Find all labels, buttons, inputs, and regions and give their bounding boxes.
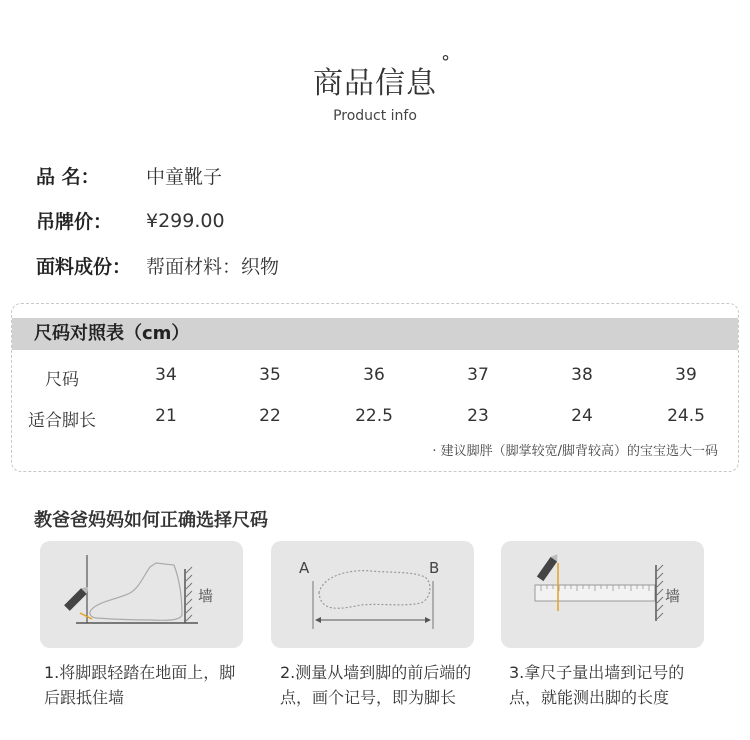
title-text: 商品信息 (313, 66, 437, 101)
wall-label: 墙 (198, 587, 214, 605)
size-chart-title: 尺码对照表（cm） (12, 318, 738, 350)
info-label: 品 名： (36, 166, 100, 188)
section-title (313, 52, 451, 102)
info-label: 吊牌价： (36, 211, 113, 233)
size-cell: 38 (571, 365, 593, 385)
size-row-label: 尺码 (45, 370, 79, 390)
info-value: 中童靴子 (146, 166, 223, 188)
info-value: 帮面材料：织物 (146, 256, 280, 278)
step2-text: 2.测量从墙到脚的前后端的点，画个记号，即为脚长 (280, 663, 472, 707)
size-cell: 36 (363, 365, 385, 385)
step3-illustration (501, 541, 704, 648)
size-chart-note: · 建议脚胖（脚掌较宽/脚背较高）的宝宝选大一码 (432, 444, 718, 459)
size-cell: 21 (155, 406, 177, 426)
point-a-label: A (299, 559, 310, 577)
step1-text: 1.将脚跟轻踏在地面上，脚后跟抵住墙 (44, 663, 236, 707)
size-cell: 22 (259, 406, 281, 426)
footprint-illustration (271, 541, 474, 648)
step3-text: 3.拿尺子量出墙到记号的点，就能测出脚的长度 (509, 663, 685, 707)
size-cell: 24 (571, 406, 593, 426)
info-row-material (36, 252, 279, 279)
step1-illustration (40, 541, 243, 648)
size-cell: 35 (259, 365, 281, 385)
wall-label: 墙 (665, 587, 681, 605)
size-cell: 24.5 (667, 406, 705, 426)
size-row (12, 406, 738, 436)
size-row-label: 适合脚长 (28, 411, 96, 431)
info-label: 面料成份： (36, 256, 132, 278)
size-row (12, 365, 738, 395)
size-cell: 37 (467, 365, 489, 385)
size-cell: 34 (155, 365, 177, 385)
howto-title: 教爸爸妈妈如何正确选择尺码 (34, 510, 268, 531)
size-cell: 22.5 (355, 406, 393, 426)
step2-illustration (271, 541, 474, 648)
point-b-label: B (429, 559, 440, 577)
title-degree-mark: ° (441, 52, 451, 73)
info-row-price (36, 207, 225, 234)
section-header (0, 52, 750, 124)
size-cell: 39 (675, 365, 697, 385)
size-cell: 23 (467, 406, 489, 426)
section-subtitle: Product info (333, 108, 417, 124)
info-row-name (36, 162, 222, 189)
info-value: ¥299.00 (146, 209, 225, 232)
